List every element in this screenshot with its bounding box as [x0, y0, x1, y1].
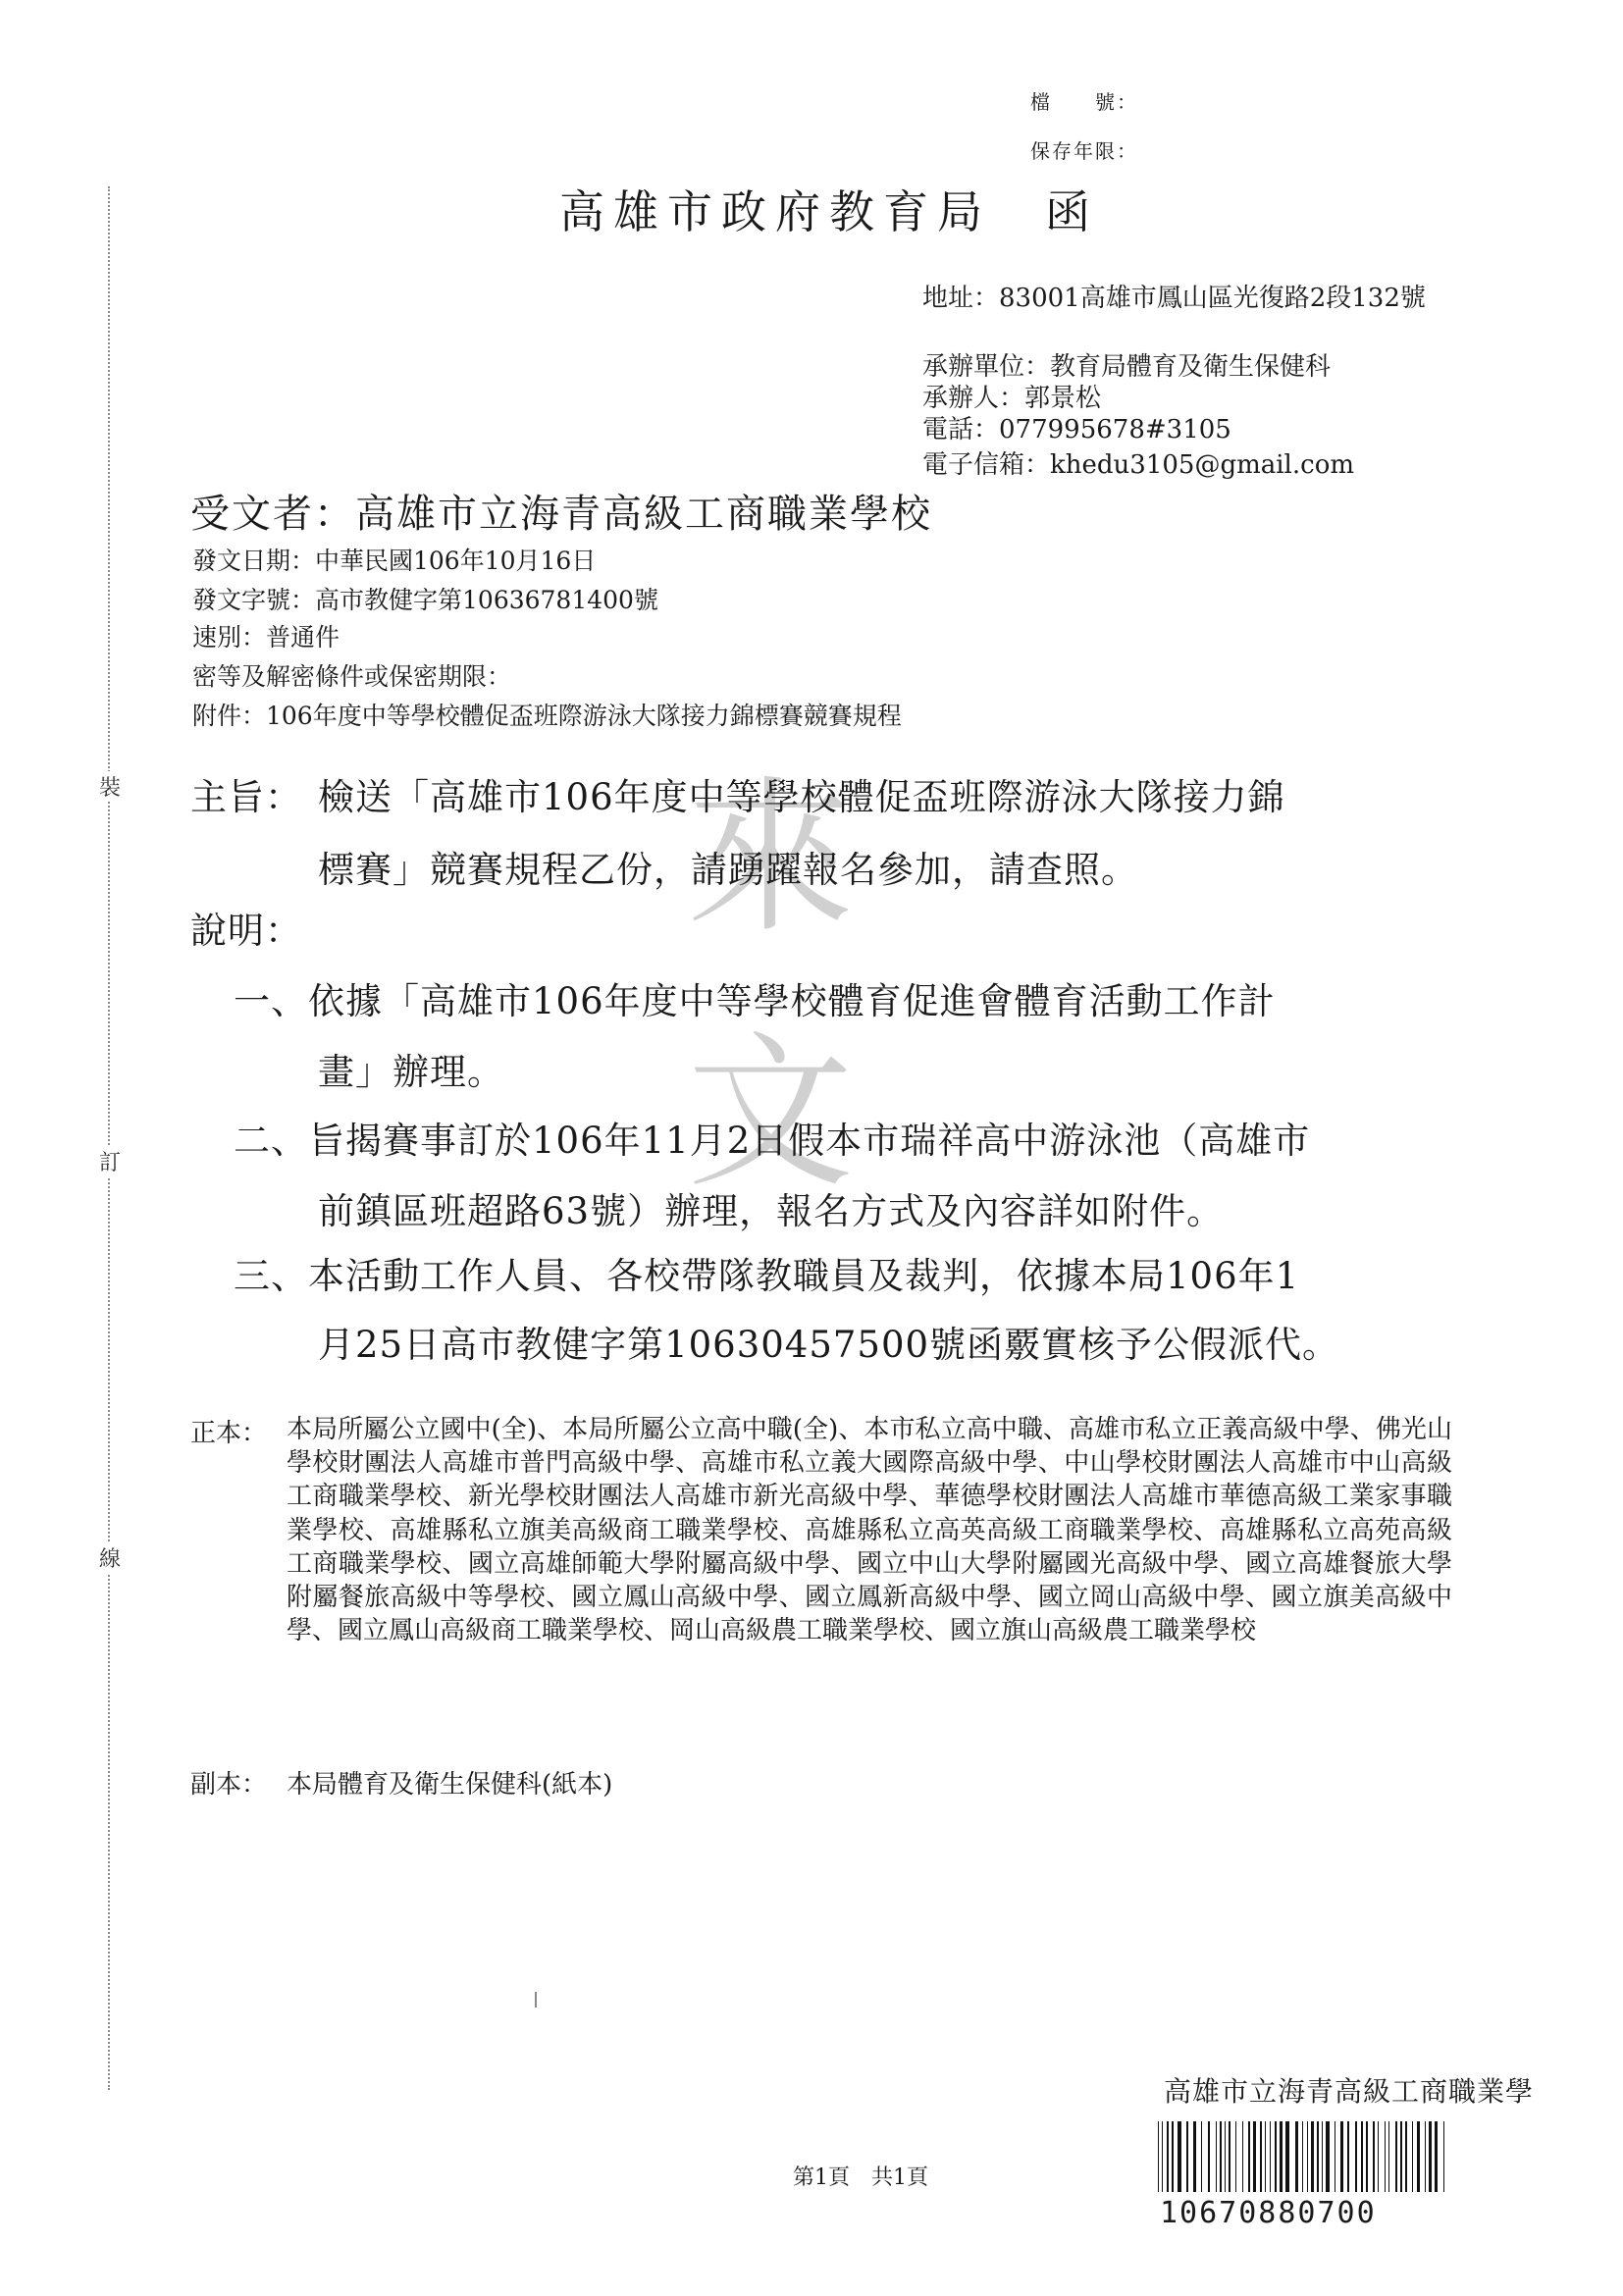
barcode-bar [1395, 2121, 1397, 2192]
delivery-speed: 速別：普通件 [192, 623, 340, 652]
barcode-bar [1366, 2121, 1368, 2192]
attachment: 附件：106年度中等學校體促盃班際游泳大隊接力錦標賽競賽規程 [192, 702, 902, 730]
barcode-bar [1167, 2121, 1169, 2192]
barcode-bar [1405, 2121, 1407, 2192]
handling-person: 承辦人：郭景松 [922, 384, 1102, 413]
barcode-bar [1172, 2121, 1174, 2192]
barcode-bar [1260, 2121, 1262, 2192]
phone-number: 電話：077995678#3105 [922, 415, 1231, 444]
barcode-bar [1400, 2121, 1402, 2192]
watermark-char-2: 文 [687, 1017, 855, 1211]
barcode-bar [1216, 2121, 1217, 2192]
description-item-1-line-1: 一、依據「高雄市106年度中等學校體育促進會體育活動工作計 [234, 980, 1276, 1022]
barcode-bar [1285, 2121, 1289, 2192]
watermark-char-1: 來 [687, 761, 855, 956]
barcode-bar [1229, 2121, 1230, 2192]
binding-dotted-line [108, 186, 110, 2090]
barcode-bar [1435, 2121, 1438, 2192]
barcode-number: 10670880700 [1160, 2196, 1377, 2230]
barcode-bar [1443, 2121, 1444, 2192]
barcode-bar [1347, 2121, 1349, 2192]
page-number: 第1頁 共1頁 [793, 2166, 928, 2190]
barcode-bar [1208, 2121, 1210, 2192]
binding-mark-1: 裝 [98, 771, 122, 802]
description-label: 說明： [190, 910, 302, 952]
barcode-bar [1373, 2121, 1375, 2192]
issue-date: 發文日期：中華民國106年10月16日 [192, 547, 597, 575]
barcode-bar [1417, 2121, 1420, 2192]
barcode-bar [1270, 2121, 1271, 2192]
scan-speck [535, 1992, 537, 2008]
retention-period-label: 保存年限： [1030, 139, 1138, 163]
barcode-bar [1412, 2121, 1413, 2192]
barcode-bar [1388, 2121, 1389, 2192]
barcode-bar [1295, 2121, 1298, 2192]
handling-unit: 承辦單位：教育局體育及衛生保健科 [922, 352, 1332, 382]
barcode-bar [1220, 2121, 1222, 2192]
description-item-3-line-1: 三、本活動工作人員、各校帶隊教職員及裁判，依據本局106年1 [234, 1255, 1300, 1297]
barcode-bar [1385, 2121, 1386, 2192]
barcode-bar [1201, 2121, 1202, 2192]
document-number: 發文字號：高市教健字第10636781400號 [192, 586, 658, 614]
barcode [1156, 2121, 1450, 2192]
document-title: 高雄市政府教育局 函 [559, 185, 1099, 238]
barcode-bar [1186, 2121, 1188, 2192]
description-item-3-line-2: 月25日高市教健字第10630457500號函覈實核予公假派代。 [318, 1324, 1340, 1366]
email-address: 電子信箱：khedu3105@gmail.com [922, 450, 1355, 480]
description-item-2-line-1: 二、旨揭賽事訂於106年11月2日假本市瑞祥高中游泳池（高雄市 [234, 1120, 1311, 1162]
recipient: 受文者：高雄市立海青高級工商職業學校 [190, 492, 932, 537]
subject-label: 主旨： [190, 776, 302, 818]
barcode-bar [1158, 2121, 1159, 2192]
barcode-bar [1361, 2121, 1363, 2192]
barcode-bar [1265, 2121, 1266, 2192]
barcode-bar [1225, 2121, 1226, 2192]
barcode-bar [1425, 2121, 1426, 2192]
file-number-label: 檔 號： [1030, 90, 1138, 114]
barcode-bar [1302, 2121, 1303, 2192]
carbon-copy-label: 副本： [190, 1770, 268, 1800]
description-item-1-line-2: 畫」辦理。 [318, 1051, 504, 1093]
barcode-bar [1178, 2121, 1181, 2192]
subject-line-2: 標賽」競賽規程乙份，請踴躍報名參加，請查照。 [318, 849, 1138, 891]
barcode-bar [1326, 2121, 1330, 2192]
binding-mark-2: 訂 [98, 1146, 122, 1176]
barcode-bar [1242, 2121, 1243, 2192]
barcode-bar [1340, 2121, 1343, 2192]
barcode-bar [1248, 2121, 1250, 2192]
barcode-bar [1378, 2121, 1379, 2192]
barcode-bar [1317, 2121, 1319, 2192]
original-copy-recipients: 本局所屬公立國中(全)、本局所屬公立高中職(全)、本市私立高中職、高雄市私立正義高級中學、佛光山學校財團法人高雄市普門高級中學、高雄市私立義大國際高級中學、中山學校財團法人高雄市中山高級工商職業學校、新光學校財團法人高雄市新光高級中學、華德學校財團法人高雄市華德高級工業家事職業學校、高雄縣私立旗美高級商工職業學校、高雄縣私立高英高級工商職業學校、高雄縣私立高苑高級工商職業學校、國立高雄師範大學附屬高級中學、國立中山大學附屬國光高級中學、國立高雄餐旅大學附屬餐旅高級中等學校、國立鳳山高級中學、國立鳳新高級中學、國立岡山高級中學、國立旗美高級中學、國立鳳山高級商工職業學校、岡山高級農工職業學校、國立旗山高級農工職業學校 [287, 1415, 1452, 1646]
barcode-bar [1429, 2121, 1432, 2192]
barcode-bar [1235, 2121, 1236, 2192]
barcode-bar [1275, 2121, 1277, 2192]
barcode-bar [1253, 2121, 1256, 2192]
barcode-bar [1280, 2121, 1283, 2192]
description-item-2-line-2: 前鎮區班超路63號）辦理，報名方式及內容詳如附件。 [318, 1190, 1225, 1232]
barcode-bar [1355, 2121, 1357, 2192]
sender-address: 地址：83001高雄市鳳山區光復路2段132號 [922, 284, 1426, 313]
barcode-bar [1193, 2121, 1196, 2192]
original-copy-label: 正本： [190, 1419, 268, 1448]
carbon-copy-recipients: 本局體育及衛生保健科(紙本) [287, 1770, 613, 1800]
barcode-bar [1162, 2121, 1163, 2192]
barcode-bar [1311, 2121, 1314, 2192]
barcode-bar [1322, 2121, 1323, 2192]
binding-mark-3: 線 [98, 1542, 122, 1573]
secrecy-level: 密等及解密條件或保密期限： [192, 662, 512, 691]
barcode-bar [1307, 2121, 1308, 2192]
receiving-school-name: 高雄市立海青高級工商職業學 [1164, 2075, 1535, 2108]
subject-line-1: 檢送「高雄市106年度中等學校體促盃班際游泳大隊接力錦 [318, 776, 1285, 818]
